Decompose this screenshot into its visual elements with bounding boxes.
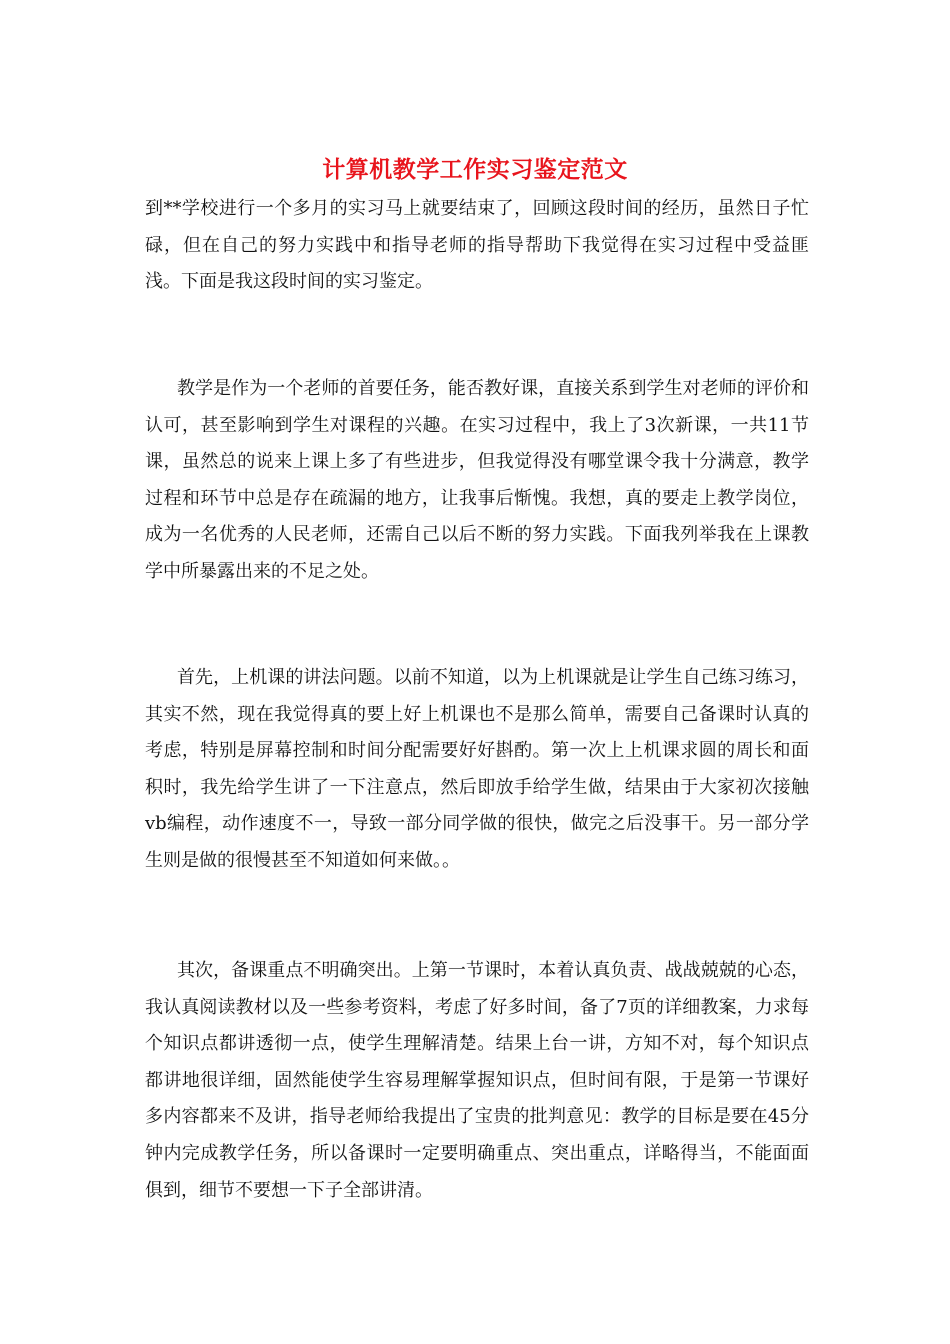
paragraph-intro: 到**学校进行一个多月的实习马上就要结束了，回顾这段时间的经历，虽然日子忙碌，但在自己的努力实践中和指导老师的指导帮助下我觉得在实习过程中受益匪浅。下面是我这段时间的实习鉴定。 [145, 198, 809, 293]
paragraph-teaching: 教学是作为一个老师的首要任务，能否教好课，直接关系到学生对老师的评价和认可，甚至影响到学生对课程的兴趣。在实习过程中，我上了3次新课，一共11节课，虽然总的说来上课上多了有些进步，但我觉得没有哪堂课令我十分满意，教学过程和环节中总是存在疏漏的地方，让我事后惭愧。我想，真的要走上教学岗位，成为一名优秀的人民老师，还需自己以后不断的努力实践。下面我列举我在上课教学中所暴露出来的不足之处。 [145, 378, 809, 582]
paragraph-lesson-prep: 其次，备课重点不明确突出。上第一节课时，本着认真负责、战战兢兢的心态，我认真阅读教材以及一些参考资料，考虑了好多时间，备了7页的详细教案，力求每个知识点都讲透彻一点，使学生理解清楚。结果上台一讲，方知不对，每个知识点都讲地很详细，固然能使学生容易理解掌握知识点，但时间有限，于是第一节课好多内容都来不及讲，指导老师给我提出了宝贵的批判意见：教学的目标是要在45分钟内完成教学任务，所以备课时一定要明确重点、突出重点，详略得当，不能面面俱到，细节不要想一下子全部讲清。 [145, 960, 809, 1201]
document-title: 计算机教学工作实习鉴定范文 [322, 156, 628, 183]
paragraph-lab-class: 首先，上机课的讲法问题。以前不知道，以为上机课就是让学生自己练习练习，其实不然，现在我觉得真的要上好上机课也不是那么简单，需要自己备课时认真的考虑，特别是屏幕控制和时间分配需要好好斟酌。第一次上上机课求圆的周长和面积时，我先给学生讲了一下注意点，然后即放手给学生做，结果由于大家初次接触vb编程，动作速度不一，导致一部分同学做的很快，做完之后没事干。另一部分学生则是做的很慢甚至不知道如何来做。。 [145, 667, 809, 871]
